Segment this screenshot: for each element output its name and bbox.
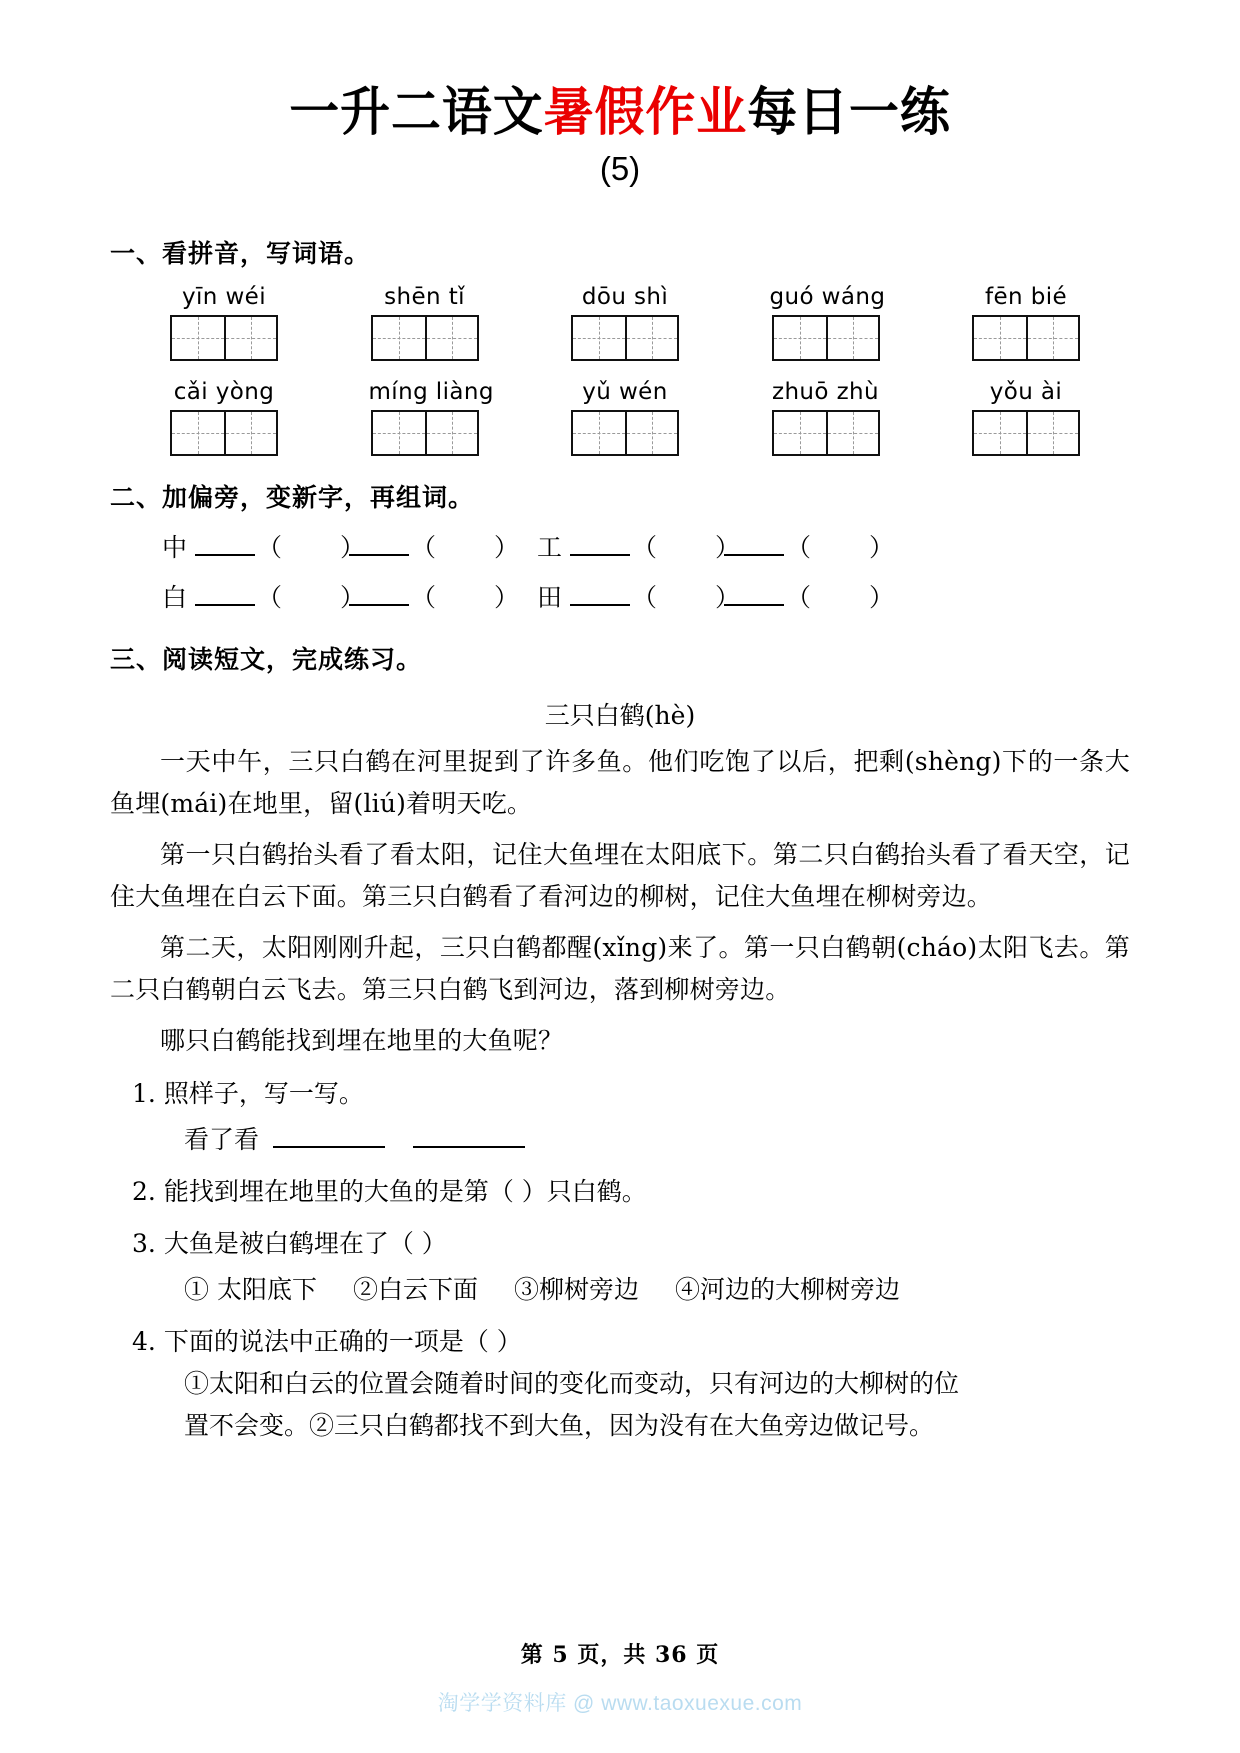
question-text: 大鱼是被白鹤埋在了（ ） [163,1228,447,1258]
question-text: 照样子，写一写。 [163,1078,364,1108]
pinyin-label: yīn wéi [181,283,267,310]
pinyin-word-cell [569,284,681,361]
question-item [110,1074,1130,1114]
option-3[interactable]: ③柳树旁边 [513,1274,639,1304]
question-item [110,1172,1130,1212]
tianzige-cell[interactable] [974,317,1026,359]
base-character: 工 [537,532,563,562]
tianzige-cell[interactable] [425,412,477,454]
answer-parentheses[interactable]: （ ） [786,532,895,562]
tianzige-cell[interactable] [974,412,1026,454]
answer-parentheses[interactable]: （ ） [411,532,520,562]
answer-blank[interactable] [413,1126,525,1148]
answer-blank[interactable] [724,532,784,556]
answer-blank[interactable] [724,582,784,606]
question-text: 下面的说法中正确的一项是（ ） [163,1326,522,1356]
answer-parentheses[interactable]: （ ） [632,532,741,562]
answer-parentheses[interactable]: （ ） [411,582,520,612]
story-title: 三只白鹤(hè) [544,700,696,730]
question-3-options [110,1270,1130,1310]
section2-heading: 二、加偏旁，变新字，再组词。 [110,482,475,512]
tianzige-cell[interactable] [573,412,625,454]
tianzige-cell[interactable] [774,317,826,359]
tianzige-cell[interactable] [774,412,826,454]
answer-parentheses[interactable]: （ ） [257,582,366,612]
answer-parentheses[interactable]: （ ） [632,582,741,612]
tianzige-cell[interactable] [172,317,224,359]
tianzige-grid[interactable] [972,410,1080,456]
story-paragraph: 第一只白鹤抬头看了看太阳，记住大鱼埋在太阳底下。第二只白鹤抬头看了看天空，记住大鱼埋在白云下面。第三只白鹤看了看河边的柳树，记住大鱼埋在柳树旁边。 [110,839,1130,911]
page-title [130,84,1109,144]
tianzige-grid[interactable] [170,410,278,456]
tianzige-cell[interactable] [573,317,625,359]
story-paragraph: 哪只白鹤能找到埋在地里的大鱼呢？ [160,1025,564,1055]
question-number: 2. [132,1176,156,1206]
question-4-statement-line2: 置不会变。②三只白鹤都找不到大鱼，因为没有在大鱼旁边做记号。 [184,1410,935,1440]
pinyin-word-cell [168,284,280,361]
base-character: 中 [162,532,188,562]
answer-blank[interactable] [195,532,255,556]
pinyin-row-2 [110,379,1130,456]
answer-blank[interactable] [195,582,255,606]
tianzige-cell[interactable] [1026,317,1078,359]
watermark: 淘学学资料库 @ www.taoxuexue.com [437,1692,803,1715]
tianzige-cell[interactable] [373,412,425,454]
story-paragraph: 一天中午，三只白鹤在河里捉到了许多鱼。他们吃饱了以后，把剩(shèng)下的一条大鱼埋(mái)在地里，留(liú)着明天吃。 [110,746,1130,818]
title-highlight: 暑假作业 [543,83,748,143]
pinyin-label: dōu shì [581,283,669,310]
tianzige-grid[interactable] [371,410,479,456]
new-character-row [110,578,1130,614]
tianzige-grid[interactable] [772,410,880,456]
tianzige-cell[interactable] [425,317,477,359]
tianzige-grid[interactable] [371,315,479,361]
pinyin-word-cell [168,379,280,456]
pinyin-word-cell [770,379,882,456]
question-number: 4. [132,1326,156,1356]
question-4-statement-line1: ①太阳和白云的位置会随着时间的变化而变动，只有河边的大柳树的位 [184,1368,960,1398]
pinyin-word-cell [970,284,1082,361]
pinyin-word-cell [368,378,494,456]
pinyin-label: yǔ wén [582,378,668,405]
option-1[interactable]: ① 太阳底下 [184,1274,317,1304]
pinyin-label: cǎi yòng [173,378,275,405]
tianzige-grid[interactable] [772,315,880,361]
pinyin-label: fēn bié [984,283,1068,310]
page-subtitle: (5) [599,149,641,187]
answer-blank[interactable] [273,1126,385,1148]
page-footer: 第 5 页，共 36 页 [520,1642,720,1668]
answer-parentheses[interactable]: （ ） [257,532,366,562]
title-block [110,0,1130,188]
base-character: 田 [537,582,563,612]
tianzige-cell[interactable] [224,412,276,454]
question-number: 3. [132,1228,156,1258]
question-1-answer-row [110,1120,1130,1160]
tianzige-cell[interactable] [1026,412,1078,454]
tianzige-cell[interactable] [373,317,425,359]
question-item [110,1224,1130,1264]
tianzige-cell[interactable] [172,412,224,454]
answer-blank[interactable] [570,582,630,606]
tianzige-grid[interactable] [972,315,1080,361]
answer-parentheses[interactable]: （ ） [786,582,895,612]
tianzige-cell[interactable] [625,317,677,359]
tianzige-grid[interactable] [170,315,278,361]
story-paragraph: 第二天，太阳刚刚升起，三只白鹤都醒(xǐng)来了。第一只白鹤朝(cháo)太阳飞去。第二只白鹤朝白云飞去。第三只白鹤飞到河边，落到柳树旁边。 [110,932,1130,1004]
tianzige-cell[interactable] [826,412,878,454]
question-number: 1. [132,1078,156,1108]
answer-blank[interactable] [570,532,630,556]
tianzige-cell[interactable] [224,317,276,359]
section3-heading: 三、阅读短文，完成练习。 [110,644,423,674]
question-item [110,1322,1130,1362]
new-character-row [110,528,1130,564]
pinyin-label: míng liàng [368,378,494,405]
section1-heading: 一、看拼音，写词语。 [110,238,371,268]
answer-blank[interactable] [349,532,409,556]
pinyin-label: guó wáng [769,283,886,310]
pinyin-word-cell [369,284,481,361]
pinyin-label: shēn tǐ [384,283,465,310]
tianzige-cell[interactable] [826,317,878,359]
pinyin-label: zhuō zhù [771,378,880,405]
option-4[interactable]: ④河边的大柳树旁边 [674,1274,900,1304]
pinyin-label: yǒu ài [989,378,1063,405]
title-part1: 一升二语文 [289,83,544,143]
pinyin-word-cell [569,379,681,456]
section2-rows [110,528,1130,614]
question-1-sample: 看了看 [184,1124,260,1154]
title-part2: 每日一练 [747,83,951,143]
tianzige-grid[interactable] [571,410,679,456]
pinyin-word-cell [769,283,886,361]
answer-blank[interactable] [349,582,409,606]
base-character: 白 [162,582,188,612]
question-text: 能找到埋在地里的大鱼的是第（ ）只白鹤。 [163,1176,647,1206]
option-2[interactable]: ②白云下面 [352,1274,478,1304]
pinyin-row-1 [110,284,1130,361]
tianzige-cell[interactable] [625,412,677,454]
tianzige-grid[interactable] [571,315,679,361]
pinyin-word-cell [970,379,1082,456]
